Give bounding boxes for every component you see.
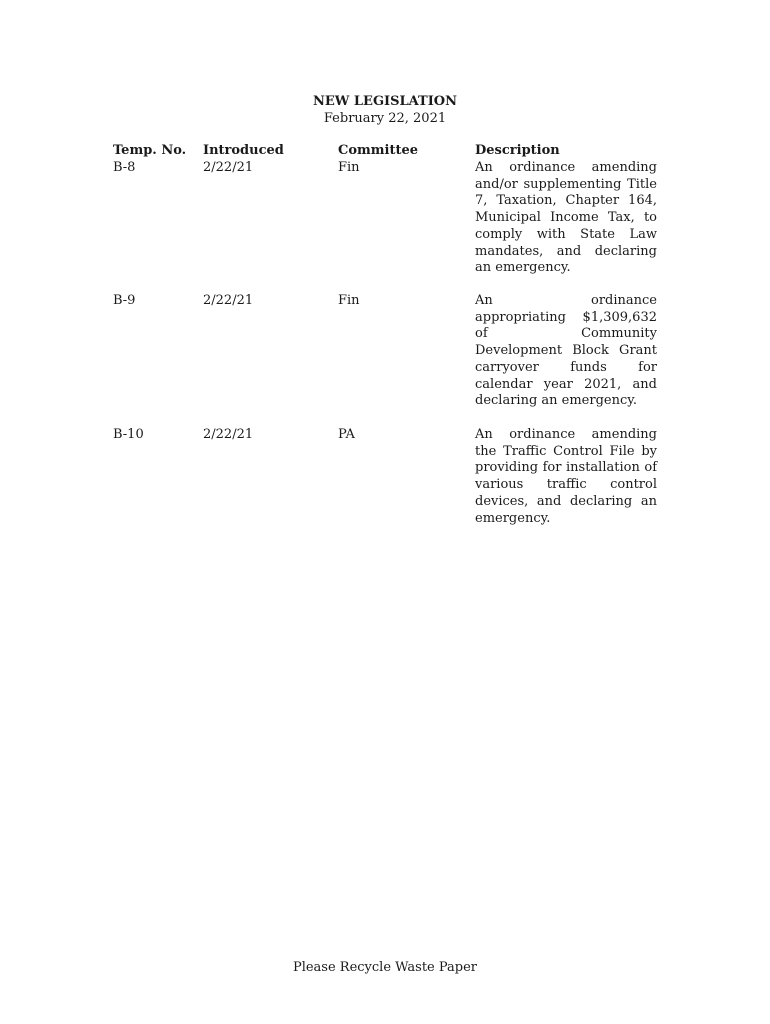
column-header-description: Description bbox=[475, 143, 560, 158]
row-2-temp-no: B-9 bbox=[113, 293, 136, 308]
row-3-description: An ordinance amending the Traffic Control File by providing for installation of various traffic control devices, and declaring an emergency. bbox=[475, 427, 657, 526]
row-3-introduced: 2/22/21 bbox=[203, 427, 254, 442]
row-3-temp-no: B-10 bbox=[113, 427, 144, 442]
column-header-committee: Committee bbox=[338, 143, 419, 158]
row-1-description: An ordinance amending and/or supplementing Title 7, Taxation, Chapter 164, Municipal Income Tax, to comply with State Law mandates, and declaring an emergency. bbox=[475, 160, 657, 276]
row-1-temp-no: B-8 bbox=[113, 160, 136, 175]
column-header-temp-no: Temp. No. bbox=[113, 143, 187, 158]
row-2-committee: Fin bbox=[338, 293, 360, 308]
document-title: NEW LEGISLATION bbox=[312, 94, 457, 109]
column-header-introduced: Introduced bbox=[203, 143, 284, 158]
row-3-committee: PA bbox=[338, 427, 355, 442]
row-1-introduced: 2/22/21 bbox=[203, 160, 254, 175]
row-2-description: An ordinance appropriating $1,309,632 of Community Development Block Grant carryover funds for calendar year 2021, and declaring an emergency. bbox=[475, 293, 657, 409]
document-date: February 22, 2021 bbox=[323, 111, 447, 126]
footer-note: Please Recycle Waste Paper bbox=[292, 960, 478, 975]
row-2-introduced: 2/22/21 bbox=[203, 293, 254, 308]
row-1-committee: Fin bbox=[338, 160, 360, 175]
